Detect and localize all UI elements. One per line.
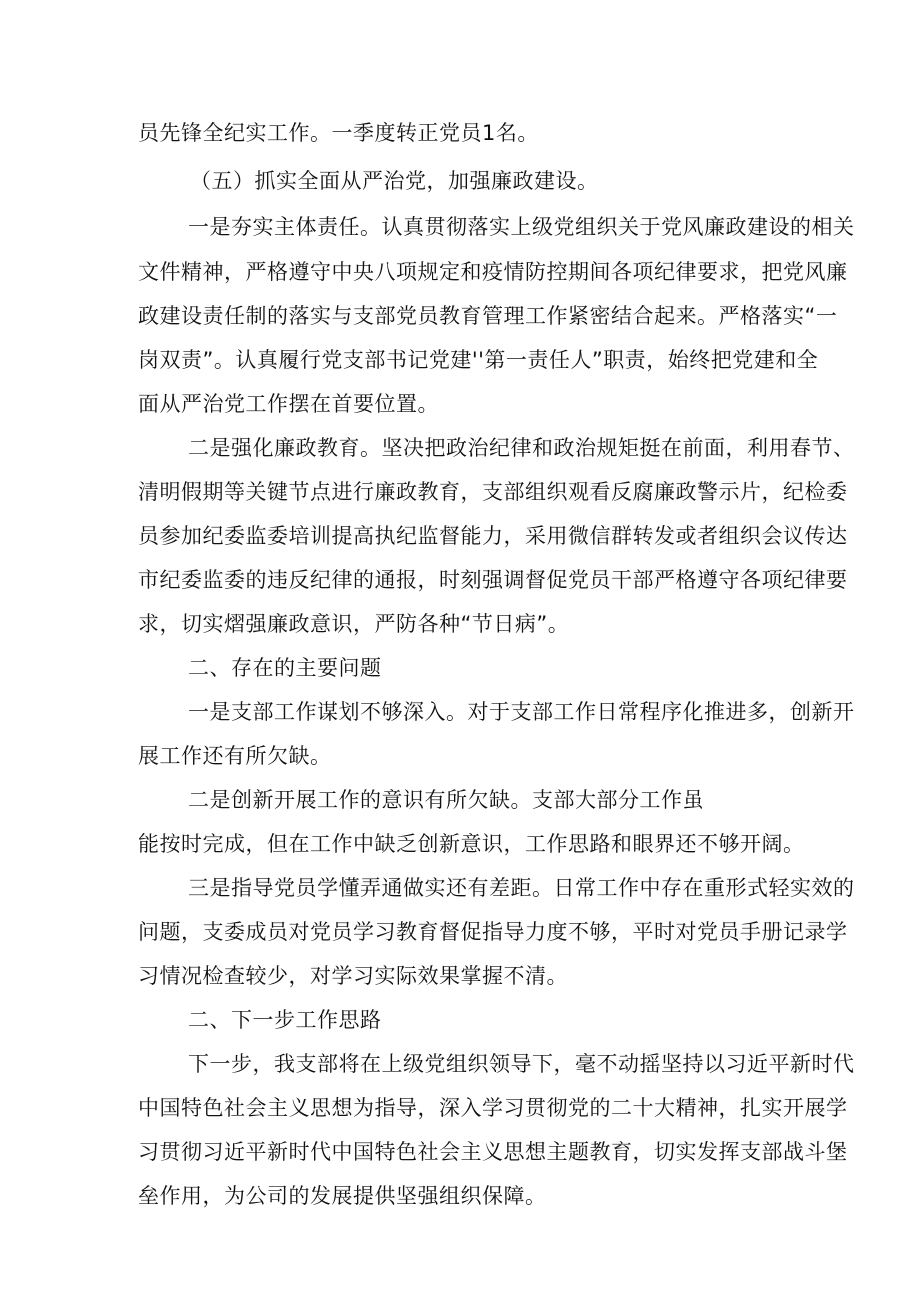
text-line: 三是指导党员学懂弄通做实还有差距。日常工作中存在重形式轻实效的: [188, 876, 855, 900]
text-line: 能按时完成，但在工作中缺乏创新意识，工作思路和眼界还不够开阔。: [138, 832, 805, 856]
text-line: 习情况检查较少，对学习实际效果掌握不清。: [138, 964, 568, 988]
text-line: 清明假期等关键节点进行廉政教育，支部组织观看反腐廉政警示片，纪检委: [138, 480, 848, 504]
text-line: 问题，支委成员对党员学习教育督促指导力度不够，平时对党员手册记录学: [138, 920, 848, 944]
text-line: 求，切实熠强廉政意识，严防各种“节日病”。: [138, 612, 570, 636]
text-line: 习贯彻习近平新时代中国特色社会主义思想主题教育，切实发挥支部战斗堡: [138, 1140, 848, 1164]
text-line: 市纪委监委的违反纪律的通报，时刻强调督促党员干部严格遵守各项纪律要: [138, 568, 848, 592]
text-line: 员先锋全纪实工作。一季度转正党员1名。: [138, 121, 539, 145]
text-line: 一是支部工作谋划不够深入。对于支部工作日常程序化推进多，创新开: [188, 700, 855, 724]
text-line: 下一步，我支部将在上级党组织领导下，毫不动摇坚持以习近平新时代: [188, 1052, 855, 1076]
text-line: 垒作用，为公司的发展提供坚强组织保障。: [138, 1184, 547, 1208]
text-line: 员参加纪委监委培训提高执纪监督能力，采用微信群转发或者组织会议传达: [138, 524, 848, 548]
text-line: 面从严治党工作摆在首要位置。: [138, 392, 439, 416]
section-heading: （五）抓实全面从严治党，加强廉政建设。: [190, 169, 599, 193]
text-line: 中国特色社会主义思想为指导，深入学习贯彻党的二十大精神，扎实开展学: [138, 1096, 848, 1120]
text-line: 展工作还有所欠缺。: [138, 744, 332, 768]
section-heading: 二、存在的主要问题: [188, 656, 382, 680]
text-line: 一是夯实主体责任。认真贯彻落实上级党组织关于党风廉政建设的相关: [188, 215, 855, 239]
text-line: 二是创新开展工作的意识有所欠缺。支部大部分工作虽: [188, 788, 704, 812]
text-line: 二是强化廉政教育。坚决把政治纪律和政治规矩挺在前面，利用春节、: [188, 436, 855, 460]
section-heading: 二、下一步工作思路: [188, 1008, 382, 1032]
text-line: 文件精神，严格遵守中央八项规定和疫情防控期间各项纪律要求，把党风廉: [138, 260, 848, 284]
text-line: 政建设责任制的落实与支部党员教育管理工作紧密结合起来。严格落实“一: [138, 304, 838, 328]
text-line: 岗双责”。认真履行党支部书记党建''第一责任人”职责，始终把党建和全: [138, 348, 819, 372]
